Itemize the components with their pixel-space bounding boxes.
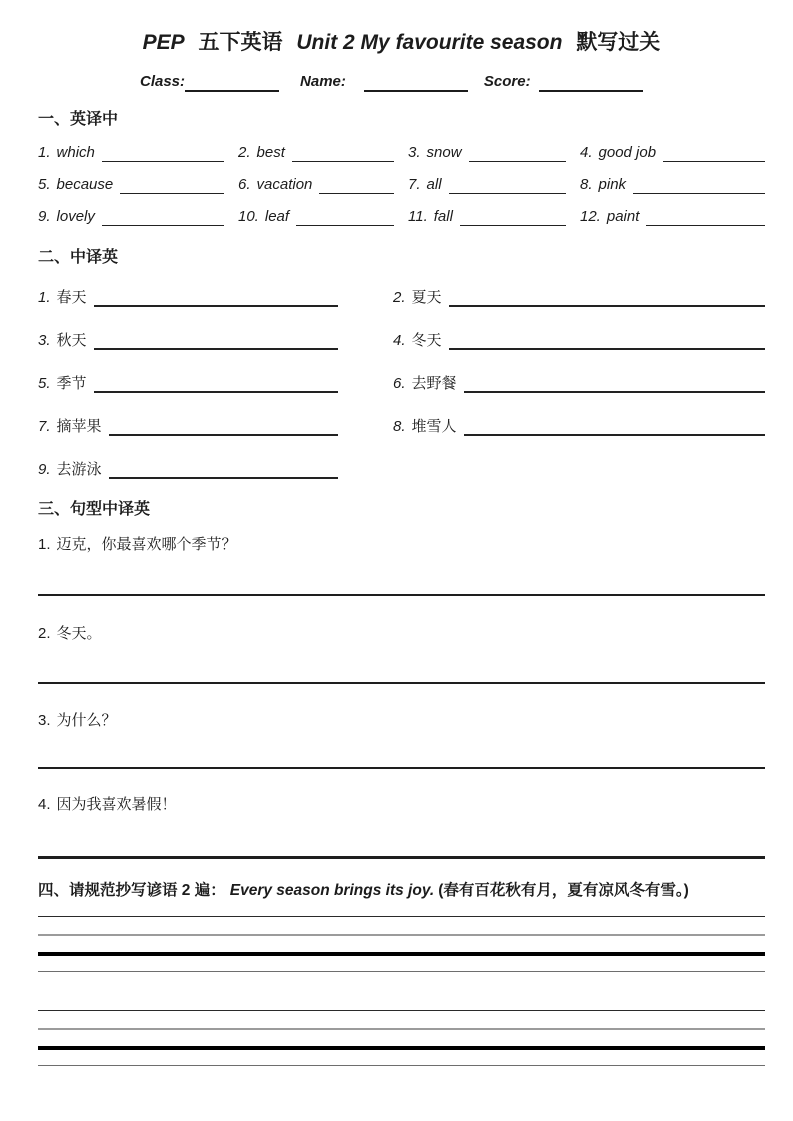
item-number: 7. xyxy=(408,176,421,193)
item-number: 10. xyxy=(238,208,259,225)
proverb-chinese-note: (春有百花秋有月，夏有凉风冬有雪。) xyxy=(438,882,689,899)
sentence-text: 迈克，你最喜欢哪个季节？ xyxy=(56,536,237,553)
proverb-english: Every season brings its joy. xyxy=(229,882,435,899)
item-number: 1. xyxy=(38,144,51,161)
vocab-item xyxy=(38,373,338,393)
student-info-row xyxy=(140,70,765,92)
item-word: vacation xyxy=(256,176,313,193)
section1-heading: 一、英译中 xyxy=(38,111,119,128)
item-number: 3. xyxy=(38,332,51,349)
score-blank xyxy=(539,76,643,92)
item-number: 9. xyxy=(38,208,51,225)
answer-blank xyxy=(102,211,224,226)
vocab-item xyxy=(38,459,338,479)
answer-blank xyxy=(460,211,566,226)
section2-heading: 二、中译英 xyxy=(38,249,119,266)
item-word: paint xyxy=(606,208,640,225)
vocab-item xyxy=(38,206,238,226)
writing-line-baseline xyxy=(38,952,765,956)
item-number: 8. xyxy=(393,418,406,435)
answer-line xyxy=(38,594,765,596)
item-word: good job xyxy=(598,144,657,161)
writing-line-upper-mid xyxy=(38,1028,765,1030)
item-word: 去野餐 xyxy=(411,375,457,392)
handwriting-guide-group-1 xyxy=(38,916,765,972)
answer-blank xyxy=(469,147,566,162)
writing-line-baseline xyxy=(38,1046,765,1050)
item-word: lovely xyxy=(56,208,95,225)
answer-line xyxy=(38,767,765,769)
vocab-item xyxy=(38,287,338,307)
section2-vocab-grid xyxy=(38,287,765,479)
item-word: fall xyxy=(433,208,453,225)
answer-blank xyxy=(102,147,224,162)
vocab-item xyxy=(393,287,765,307)
vocab-item xyxy=(238,174,408,194)
item-word: 夏天 xyxy=(411,289,442,306)
sentence-text: 为什么？ xyxy=(56,712,117,729)
item-word: 季节 xyxy=(56,375,87,392)
title-part-dictation: 默写过关 xyxy=(576,31,661,54)
item-number: 6. xyxy=(393,375,406,392)
answer-blank xyxy=(319,179,394,194)
answer-blank xyxy=(663,147,765,162)
answer-blank xyxy=(646,211,765,226)
title-part-pep: PEP xyxy=(142,31,185,54)
item-number: 1. xyxy=(38,289,51,306)
class-blank xyxy=(185,76,279,92)
vocab-item xyxy=(38,416,338,436)
item-word: because xyxy=(56,176,114,193)
answer-blank xyxy=(633,179,765,194)
answer-blank xyxy=(449,335,765,350)
item-number: 5. xyxy=(38,176,51,193)
writing-line-upper-mid xyxy=(38,934,765,936)
answer-blank xyxy=(109,421,338,436)
item-number: 3. xyxy=(38,712,51,729)
item-number: 1. xyxy=(38,536,51,553)
writing-line-bottom xyxy=(38,1065,765,1066)
item-number: 3. xyxy=(408,144,421,161)
item-number: 6. xyxy=(238,176,251,193)
vocab-item xyxy=(393,373,765,393)
answer-blank xyxy=(94,378,338,393)
item-number: 4. xyxy=(38,796,51,813)
title-part-unit: Unit 2 My favourite season xyxy=(296,31,563,54)
answer-blank xyxy=(296,211,394,226)
title-part-grade: 五下英语 xyxy=(198,31,283,54)
handwriting-guide-group-2 xyxy=(38,1010,765,1066)
sentence-item xyxy=(38,535,765,554)
page-title xyxy=(38,30,765,56)
writing-line-bottom xyxy=(38,971,765,972)
answer-blank xyxy=(109,464,338,479)
vocab-item xyxy=(38,142,238,162)
item-word: all xyxy=(426,176,442,193)
vocab-item xyxy=(393,330,765,350)
vocab-item xyxy=(38,330,338,350)
vocab-item xyxy=(580,142,765,162)
item-number: 4. xyxy=(393,332,406,349)
item-number: 11. xyxy=(408,208,428,225)
vocab-item xyxy=(238,206,408,226)
item-word: which xyxy=(56,144,95,161)
vocab-item xyxy=(408,206,580,226)
vocab-item xyxy=(580,206,765,226)
answer-blank xyxy=(464,421,765,436)
vocab-item xyxy=(408,174,580,194)
vocab-item xyxy=(38,174,238,194)
item-word: 去游泳 xyxy=(56,461,102,478)
item-word: pink xyxy=(598,176,627,193)
item-number: 4. xyxy=(580,144,593,161)
vocab-item xyxy=(408,142,580,162)
answer-blank xyxy=(292,147,394,162)
item-word: 春天 xyxy=(56,289,87,306)
item-number: 2. xyxy=(238,144,251,161)
answer-blank xyxy=(449,292,765,307)
writing-line-top xyxy=(38,1010,765,1011)
answer-blank xyxy=(449,179,566,194)
class-label: Class: xyxy=(140,73,186,90)
answer-line xyxy=(38,682,765,684)
vocab-item xyxy=(238,142,408,162)
section4-instruction: 四、请规范抄写谚语 2 遍： xyxy=(38,882,226,899)
section3-heading: 三、句型中译英 xyxy=(38,501,151,518)
item-number: 2. xyxy=(38,625,51,642)
section4-heading xyxy=(38,880,765,901)
item-number: 7. xyxy=(38,418,51,435)
sentence-item xyxy=(38,711,765,730)
answer-line xyxy=(38,856,765,859)
sentence-text: 因为我喜欢暑假！ xyxy=(56,796,177,813)
name-label: Name: xyxy=(300,73,346,90)
sentence-item xyxy=(38,624,765,643)
item-number: 12. xyxy=(580,208,601,225)
sentence-item xyxy=(38,795,765,814)
answer-blank xyxy=(464,378,765,393)
name-blank xyxy=(364,76,468,92)
section1-vocab-grid xyxy=(38,142,765,226)
item-word: 堆雪人 xyxy=(411,418,457,435)
score-label: Score: xyxy=(483,73,531,90)
item-word: leaf xyxy=(264,208,290,225)
item-word: 秋天 xyxy=(56,332,87,349)
answer-blank xyxy=(94,335,338,350)
item-word: snow xyxy=(426,144,462,161)
item-number: 9. xyxy=(38,461,51,478)
answer-blank xyxy=(94,292,338,307)
item-word: best xyxy=(256,144,285,161)
item-number: 8. xyxy=(580,176,593,193)
item-number: 5. xyxy=(38,375,51,392)
answer-blank xyxy=(120,179,224,194)
vocab-item xyxy=(393,416,765,436)
item-word: 冬天 xyxy=(411,332,442,349)
vocab-item xyxy=(580,174,765,194)
sentence-text: 冬天。 xyxy=(56,625,102,642)
writing-line-top xyxy=(38,916,765,917)
item-number: 2. xyxy=(393,289,406,306)
item-word: 摘苹果 xyxy=(56,418,102,435)
